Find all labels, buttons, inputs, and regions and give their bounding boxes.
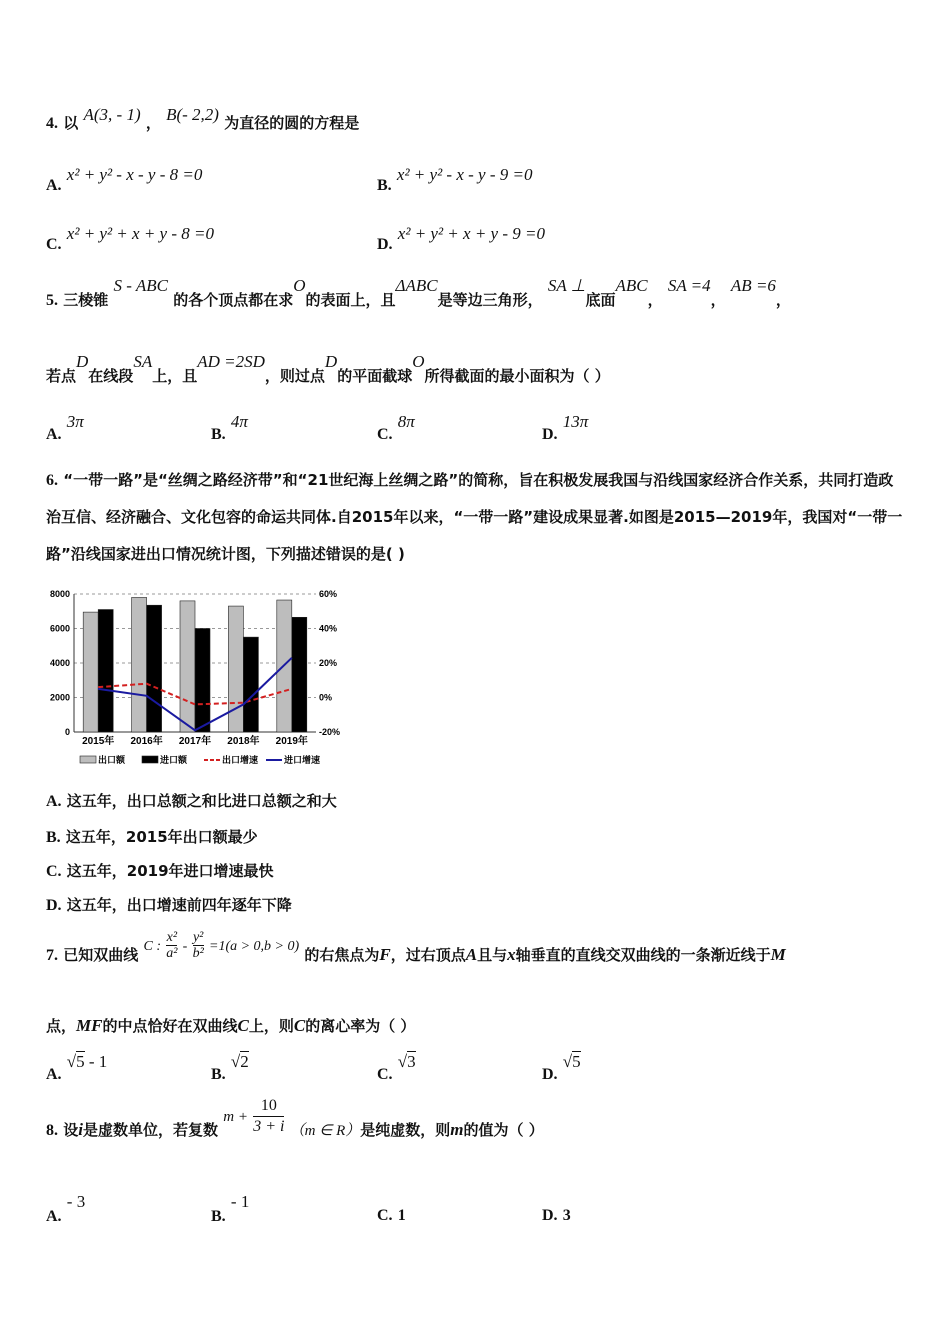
- fraction-denominator: a²: [166, 946, 178, 961]
- q7-math: -: [182, 939, 188, 954]
- q7-math: C :: [143, 939, 161, 954]
- right-tick-label: 40%: [319, 623, 338, 634]
- option-value: - 1: [230, 1192, 250, 1211]
- q5-option-a[interactable]: [46, 412, 84, 443]
- option-expression: 13π: [562, 412, 589, 431]
- option-label: A.: [46, 1066, 62, 1083]
- q7-text: 上，则: [248, 1017, 294, 1035]
- q5-math: S - ABC: [113, 276, 168, 295]
- q7-math: A: [465, 945, 478, 964]
- q7-text: 且与: [477, 946, 508, 964]
- q5-math: O: [412, 352, 425, 371]
- q5-option-d[interactable]: [542, 412, 589, 443]
- q6-option-c[interactable]: [46, 860, 274, 881]
- q5-math: ABC: [615, 276, 648, 295]
- right-tick-label: 60%: [319, 589, 338, 599]
- option-label: D.: [377, 236, 393, 253]
- fraction-numerator: x²: [166, 930, 178, 945]
- bar-进口额: [195, 629, 210, 733]
- q7-stem-line-2: [46, 1015, 415, 1036]
- q5-text: 底面: [585, 291, 616, 309]
- chart-bars: [83, 597, 307, 732]
- radicand: 5: [76, 1052, 85, 1071]
- q7-option-a[interactable]: [46, 1052, 108, 1083]
- sqrt-sign-icon: √: [562, 1052, 573, 1071]
- q8-number: 8.: [46, 1122, 58, 1139]
- q8-expression: [223, 1096, 284, 1137]
- q5-math: SA ⊥: [547, 276, 586, 295]
- q4-text-2: 为直径的圆的方程是: [224, 114, 360, 132]
- option-label: A.: [46, 1208, 62, 1225]
- bar-出口额: [180, 601, 195, 732]
- q7-option-d[interactable]: [542, 1052, 581, 1083]
- q7-math: =1(a > 0,b > 0): [209, 939, 300, 954]
- option-expression: x² + y² - x - y - 8 =0: [66, 165, 203, 184]
- q5-stem-line-1: [46, 276, 791, 310]
- option-expression: x² + y² + x + y - 8 =0: [66, 224, 214, 243]
- q5-math: D: [76, 352, 89, 371]
- sqrt-sign-icon: √: [66, 1052, 77, 1071]
- q6-text: “一带一路”是“丝绸之路经济带”和“21世纪海上丝绸之路”的简称，旨在积极发展我国与沿线国家经济合作关系，共同打造政治互信、经济融合、文化包容的命运共同体.自2015年以来，“一带一路”建设成果显著.如图是2015—2019年，我国对“一带一路”沿线国家进出口情况统计图，下列描述错误的是( ): [46, 471, 903, 563]
- q7-equation: [143, 930, 299, 961]
- option-label: C.: [46, 863, 62, 880]
- option-label: B.: [46, 829, 61, 846]
- q7-math: C: [293, 1016, 306, 1035]
- q5-math: AD =2SD: [197, 352, 265, 371]
- legend-label: 出口额: [98, 756, 126, 766]
- q4-option-b[interactable]: [377, 165, 533, 194]
- q7-text: 已知双曲线: [63, 946, 139, 964]
- left-tick-label: 2000: [49, 692, 70, 703]
- q4-point-a: A(3, - 1): [83, 105, 141, 124]
- q8-fraction: [253, 1096, 284, 1137]
- q7-text: 点，: [46, 1017, 77, 1035]
- q5-math: AB =6: [730, 276, 776, 295]
- q5-text: ，: [647, 291, 663, 309]
- q5-text: 在线段: [88, 367, 134, 385]
- q8-math: i: [78, 1120, 83, 1139]
- radicand: 3: [407, 1052, 416, 1071]
- q8-condition: （m ∈ R）: [289, 1123, 361, 1139]
- q5-text: ，: [710, 291, 726, 309]
- q6-option-d[interactable]: [46, 894, 292, 915]
- legend-swatch: [142, 756, 158, 763]
- option-expression: 3π: [66, 412, 84, 431]
- q7-text: 的离心率为（ ）: [305, 1017, 416, 1035]
- q5-math: O: [293, 276, 306, 295]
- q7-fraction-x: [166, 930, 177, 961]
- radicand: 5: [572, 1052, 581, 1071]
- left-tick-label: 0: [64, 727, 70, 737]
- option-expression: 8π: [397, 412, 415, 431]
- left-tick-label: 6000: [49, 623, 70, 634]
- sqrt-sign-icon: √: [230, 1052, 241, 1071]
- right-tick-label: 20%: [319, 658, 338, 668]
- option-label: D.: [46, 897, 62, 914]
- q7-math: M: [770, 945, 786, 964]
- q7-number: 7.: [46, 947, 58, 964]
- option-expression: 4π: [230, 412, 248, 431]
- q5-text: ，: [775, 291, 791, 309]
- left-tick-label: 4000: [49, 658, 70, 668]
- q4-option-d[interactable]: [377, 224, 545, 253]
- q8-math: m: [450, 1120, 464, 1139]
- bar-进口额: [243, 637, 258, 732]
- q4-text-1: 以: [63, 114, 79, 132]
- q6-number: 6.: [46, 472, 58, 489]
- trade-chart: [40, 586, 350, 772]
- q7-text: ，过右顶点: [390, 946, 466, 964]
- q4-option-c[interactable]: [46, 224, 214, 253]
- q5-text: 上，且: [152, 367, 198, 385]
- fraction-numerator: y²: [192, 930, 204, 945]
- q5-text: 所得截面的最小面积为（ ）: [424, 367, 610, 385]
- q8-text: 是纯虚数，则: [360, 1121, 451, 1139]
- q8-option-b[interactable]: [211, 1192, 250, 1225]
- q5-text: 的表面上，且: [305, 291, 396, 309]
- q7-math: F: [379, 945, 391, 964]
- x-tick-label: 2015年: [82, 736, 115, 747]
- q7-text: 的中点恰好在双曲线: [102, 1017, 238, 1035]
- q4-number: 4.: [46, 115, 58, 132]
- option-expression: x² + y² - x - y - 9 =0: [396, 165, 533, 184]
- q8-option-c[interactable]: [377, 1206, 406, 1225]
- q4-option-a[interactable]: [46, 165, 203, 194]
- option-value: 3: [562, 1207, 571, 1224]
- option-value: 1: [397, 1207, 406, 1224]
- x-tick-label: 2016年: [130, 736, 163, 747]
- q8-stem: [46, 1097, 544, 1151]
- option-label: A.: [46, 177, 62, 194]
- option-label: B.: [211, 1066, 226, 1083]
- bar-进口额: [292, 617, 307, 732]
- q7-math: MF: [76, 1016, 103, 1035]
- q5-option-c[interactable]: [377, 412, 415, 443]
- bar-进口额: [147, 605, 162, 732]
- bar-进口额: [98, 610, 113, 732]
- fraction-denominator: b²: [192, 946, 204, 961]
- q5-text: ，则过点: [264, 367, 325, 385]
- option-label: B.: [211, 426, 226, 443]
- option-label: B.: [211, 1208, 226, 1225]
- bar-出口额: [83, 612, 98, 732]
- left-tick-label: 8000: [49, 589, 70, 599]
- q7-option-b[interactable]: [211, 1052, 249, 1083]
- option-text: 这五年，出口增速前四年逐年下降: [66, 896, 292, 914]
- q5-option-b[interactable]: [211, 412, 248, 443]
- q5-text: 若点: [46, 367, 77, 385]
- q5-text: 的各个顶点都在求: [173, 291, 294, 309]
- option-label: C.: [46, 236, 62, 253]
- radicand: 2: [240, 1052, 249, 1071]
- option-text: 这五年，2015年出口额最少: [65, 828, 258, 846]
- q8-text: 是虚数单位，若复数: [82, 1121, 218, 1139]
- legend-swatch: [80, 756, 96, 763]
- chart-legend: [80, 754, 320, 766]
- q6-option-a[interactable]: [46, 790, 337, 811]
- q7-math: x: [507, 945, 516, 964]
- q5-math: SA =4: [667, 276, 711, 295]
- q7-stem-line-1: [46, 930, 786, 971]
- bar-出口额: [132, 597, 147, 732]
- option-expression: x² + y² + x + y - 9 =0: [397, 224, 545, 243]
- right-tick-label: 0%: [319, 692, 333, 703]
- x-tick-label: 2019年: [275, 736, 308, 747]
- q4-stem: [46, 105, 360, 133]
- legend-label: 进口增速: [284, 756, 321, 766]
- option-suffix: - 1: [84, 1052, 108, 1071]
- x-tick-label: 2017年: [178, 736, 212, 747]
- fraction-numerator: 10: [253, 1096, 284, 1117]
- q7-text: 轴垂直的直线交双曲线的一条渐近线于: [515, 946, 771, 964]
- legend-label: 出口增速: [222, 756, 259, 766]
- option-label: B.: [377, 177, 392, 194]
- q5-number: 5.: [46, 292, 58, 309]
- bar-出口额: [228, 606, 243, 732]
- x-tick-label: 2018年: [227, 736, 260, 747]
- option-label: C.: [377, 1066, 393, 1083]
- q5-text: 的平面截球: [337, 367, 413, 385]
- option-label: D.: [542, 1207, 558, 1224]
- option-label: A.: [46, 426, 62, 443]
- q5-stem-line-2: [46, 352, 610, 386]
- legend-label: 进口额: [160, 756, 188, 766]
- option-label: C.: [377, 426, 393, 443]
- q5-math: ΔABC: [395, 276, 438, 295]
- q5-text: 是等边三角形，: [437, 291, 543, 309]
- option-label: C.: [377, 1207, 393, 1224]
- q4-point-b: B(- 2,2): [166, 105, 219, 124]
- q5-math: SA: [133, 352, 153, 371]
- option-label: D.: [542, 426, 558, 443]
- q7-fraction-y: [193, 930, 204, 961]
- option-text: 这五年，2019年进口增速最快: [66, 862, 274, 880]
- option-label: D.: [542, 1066, 558, 1083]
- q5-math: D: [324, 352, 338, 371]
- option-value: - 3: [66, 1192, 86, 1211]
- q7-math: C: [237, 1016, 249, 1035]
- q5-text: 三棱锥: [63, 291, 109, 309]
- q8-text: 的值为（ ）: [463, 1121, 544, 1139]
- q4-sep: ，: [145, 114, 161, 132]
- q8-option-a[interactable]: [46, 1192, 86, 1225]
- q6-stem: [46, 462, 906, 573]
- q6-option-b[interactable]: [46, 826, 258, 847]
- option-label: A.: [46, 793, 62, 810]
- fraction-denominator: 3 + i: [253, 1118, 285, 1135]
- sqrt-sign-icon: √: [397, 1052, 408, 1071]
- q8-text: 设: [63, 1121, 79, 1139]
- option-text: 这五年，出口总额之和比进口总额之和大: [66, 792, 337, 810]
- q7-text: 的右焦点为: [304, 946, 380, 964]
- q8-option-d[interactable]: [542, 1206, 571, 1225]
- q7-option-c[interactable]: [377, 1052, 416, 1083]
- q8-math: m +: [223, 1109, 248, 1125]
- right-tick-label: -20%: [319, 727, 341, 737]
